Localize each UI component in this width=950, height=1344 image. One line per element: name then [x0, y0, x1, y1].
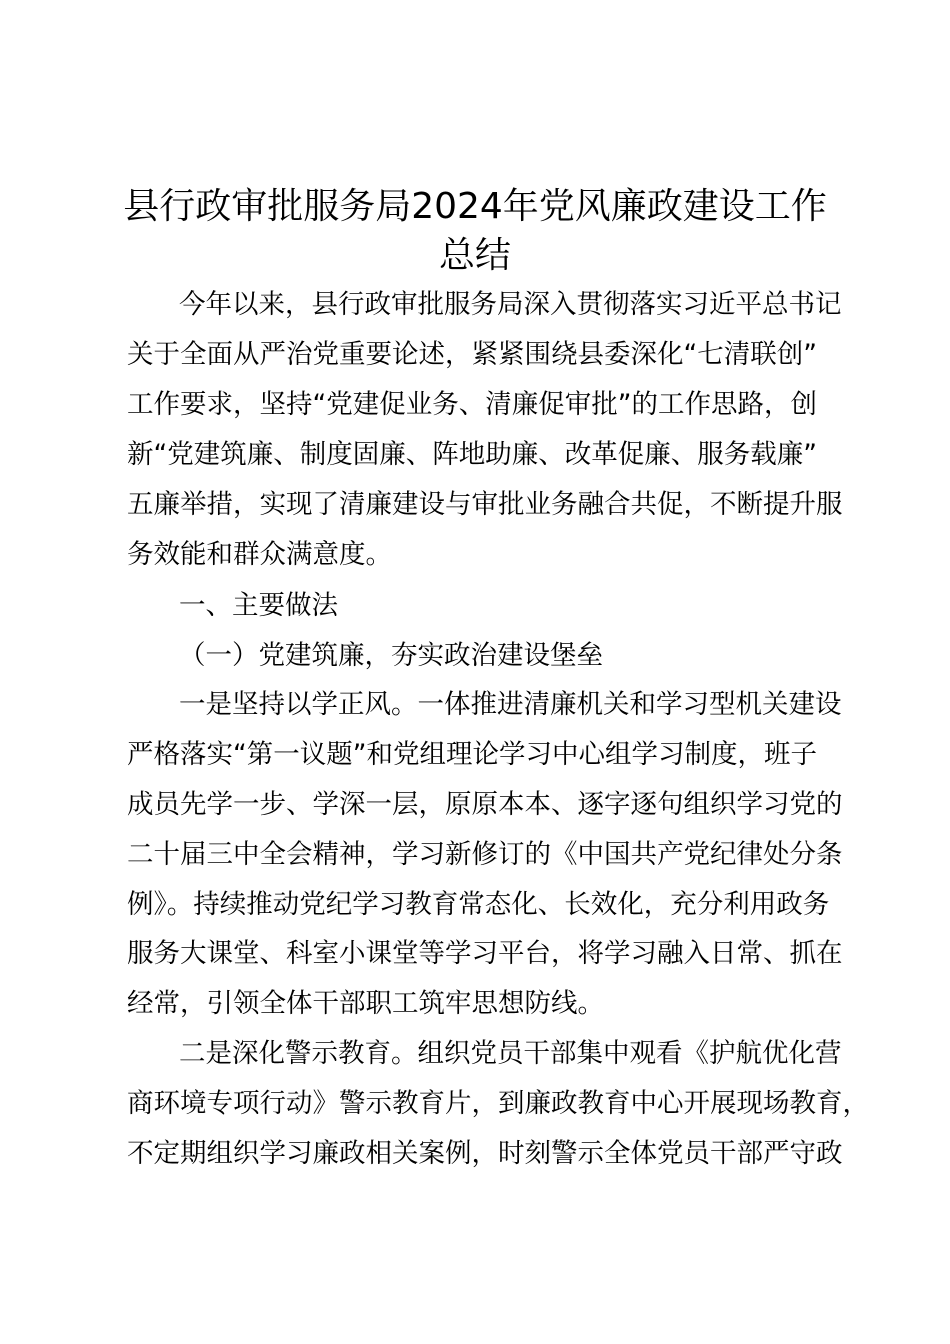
paragraph-line: 服务大课堂、科室小课堂等学习平台，将学习融入日常、抓在: [127, 938, 843, 969]
paragraph-line: 不定期组织学习廉政相关案例，时刻警示全体党员干部严守政: [127, 1138, 843, 1169]
paragraph-line: 经常，引领全体干部职工筑牢思想防线。: [127, 988, 604, 1019]
paragraph-line: 新“党建筑廉、制度固廉、阵地助廉、改革促廉、服务载廉”: [127, 439, 817, 470]
paragraph-line: 务效能和群众满意度。: [127, 539, 392, 570]
paragraph-line: 例》。持续推动党纪学习教育常态化、长效化，充分利用政务: [127, 889, 830, 920]
document-title-line-1: 县行政审批服务局2024年党风廉政建设工作: [123, 186, 827, 227]
subsection-heading: （一）党建筑廉，夯实政治建设堡垒: [179, 640, 603, 671]
paragraph-line: 一是坚持以学正风。一体推进清廉机关和学习型机关建设: [179, 689, 842, 720]
paragraph-line: 商环境专项行动》警示教育片，到廉政教育中心开展现场教育，: [127, 1088, 869, 1119]
section-heading: 一、主要做法: [179, 590, 338, 621]
paragraph-line: 二是深化警示教育。组织党员干部集中观看《护航优化营: [179, 1038, 842, 1069]
paragraph-line: 成员先学一步、学深一层，原原本本、逐字逐句组织学习党的: [127, 789, 843, 820]
document-title-line-2: 总结: [438, 235, 511, 276]
paragraph-line: 二十届三中全会精神，学习新修订的《中国共产党纪律处分条: [127, 839, 843, 870]
paragraph-line: 关于全面从严治党重要论述，紧紧围绕县委深化“七清联创”: [127, 339, 817, 370]
paragraph-line: 严格落实“第一议题”和党组理论学习中心组学习制度，班子: [127, 739, 817, 770]
paragraph-line: 工作要求，坚持“党建促业务、清廉促审批”的工作思路，创: [127, 389, 817, 420]
paragraph-line: 五廉举措，实现了清廉建设与审批业务融合共促，不断提升服: [127, 489, 843, 520]
paragraph-line: 今年以来，县行政审批服务局深入贯彻落实习近平总书记: [179, 289, 842, 320]
